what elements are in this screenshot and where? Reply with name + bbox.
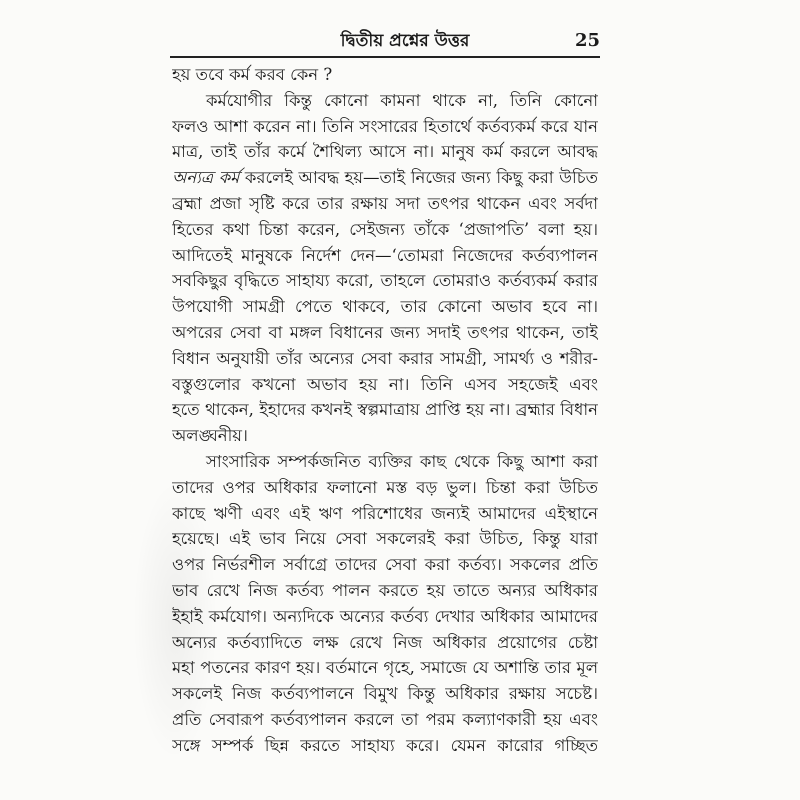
- body-line: হয়েছে। এই ভাব নিয়ে সেবা সকলেরই করা উচিত, কিন্তু যারা: [172, 529, 598, 549]
- body-line: ভাব রেখে নিজ কর্তব্য পালন করতে হয় তাতে অন্যর অধিকার: [172, 580, 598, 600]
- body-line: কাছে ঋণী এবং এই ঋণ পরিশোধের জন্যই আমাদের এইস্থানে: [172, 503, 598, 523]
- body-line: ব্রহ্মা প্রজা সৃষ্টি করে তার রক্ষায় সদা তৎপর থাকেন এবং সর্বদা: [172, 193, 598, 213]
- body-line: সবকিছুর বৃদ্ধিতে সাহায্য করো, তাহলে তোমরাও কর্তব্যকর্ম করার: [172, 271, 598, 291]
- line-text: করলেই আবদ্ধ হয়—তাই নিজের জন্য কিছু করা উচিত: [244, 168, 598, 188]
- body-line: ইহাই কর্মযোগ। অন্যদিকে অন্যের কর্তব্য দেখার অধিকার আমাদের: [172, 606, 598, 626]
- body-line: বস্তুগুলোর কখনো অভাব হয় না। তিনি এসব সহজেই এবং: [172, 374, 598, 394]
- body-line: অপরের সেবা বা মঙ্গল বিধানের জন্য সদাই তৎপর থাকেন, তাই: [172, 322, 598, 342]
- body-line: হতে থাকেন, ইহাদের কখনই স্বল্পমাত্রায় প্রাপ্তি হয় না। ব্রহ্মার বিধান: [172, 400, 598, 420]
- body-line: প্রতি সেবারূপ কর্তব্যপালন করলে তা পরম কল্যাণকারী হয় এবং: [172, 709, 598, 729]
- body-line: অন্যের কর্তব্যাদিতে লক্ষ রেখে নিজ অধিকার প্রয়োগের চেষ্টা: [172, 632, 598, 652]
- body-line: ওপর নির্ভরশীল সর্বাগ্রে তাদের সেবা করা কর্তব্য। সকলের প্রতি: [172, 555, 598, 575]
- body-line: [172, 165, 598, 191]
- body-line: কর্মযোগীর কিন্তু কোনো কামনা থাকে না, তিনি কোনো: [206, 90, 598, 110]
- body-line: হয় তবে কর্ম করব কেন ?: [172, 65, 333, 84]
- body-line: উপযোগী সামগ্রী পেতে থাকবে, তার কোনো অভাব হবে না।: [172, 297, 598, 317]
- body-text: [172, 62, 598, 759]
- body-line: সকলেই নিজ কর্তব্যপালনে বিমুখ কিন্তু অধিকার রক্ষায় সচেষ্ট।: [172, 684, 598, 704]
- body-line: ফলও আশা করেন না। তিনি সংসারের হিতার্থে কর্তব্যকর্ম করে যান: [172, 116, 598, 136]
- page-number: 25: [574, 30, 600, 51]
- body-line: বিধান অনুযায়ী তাঁর অন্যের সেবা করার সামগ্রী, সামর্থ্য ও শরীর-: [172, 348, 598, 368]
- body-line: সাংসারিক সম্পর্কজনিত ব্যক্তির কাছ থেকে কিছু আশা করা: [206, 451, 598, 471]
- body-line: মাত্র, তাই তাঁর কর্মে শৈথিল্য আসে না। মানুষ কর্ম করলে আবদ্ধ: [172, 142, 598, 162]
- body-line: সঙ্গে সম্পর্ক ছিন্ন করতে সাহায্য করে। যেমন কারোর গচ্ছিত: [172, 735, 598, 755]
- body-line: হিতের কথা চিন্তা করেন, সেইজন্য তাঁকে ‘প্রজাপতি’ বলা হয়।: [172, 219, 598, 239]
- body-line: আদিতেই মানুষকে নির্দেশ দেন—‘তোমরা নিজেদের কর্তব্যপালন: [172, 245, 598, 265]
- body-line: তাদের ওপর অধিকার ফলানো মস্ত বড় ভুল। চিন্তা করা উচিত: [172, 477, 598, 497]
- body-line: মহা পতনের কারণ হয়। বর্তমানে গৃহে, সমাজে যে অশান্তি তার মূল: [172, 658, 598, 678]
- running-head-title: দ্বিতীয় প্রশ্নের উত্তর: [340, 31, 470, 51]
- body-line: অলঙ্ঘনীয়।: [172, 426, 248, 446]
- italic-phrase: অন্যত্র কর্ম: [172, 168, 240, 188]
- header-rule: [170, 56, 600, 58]
